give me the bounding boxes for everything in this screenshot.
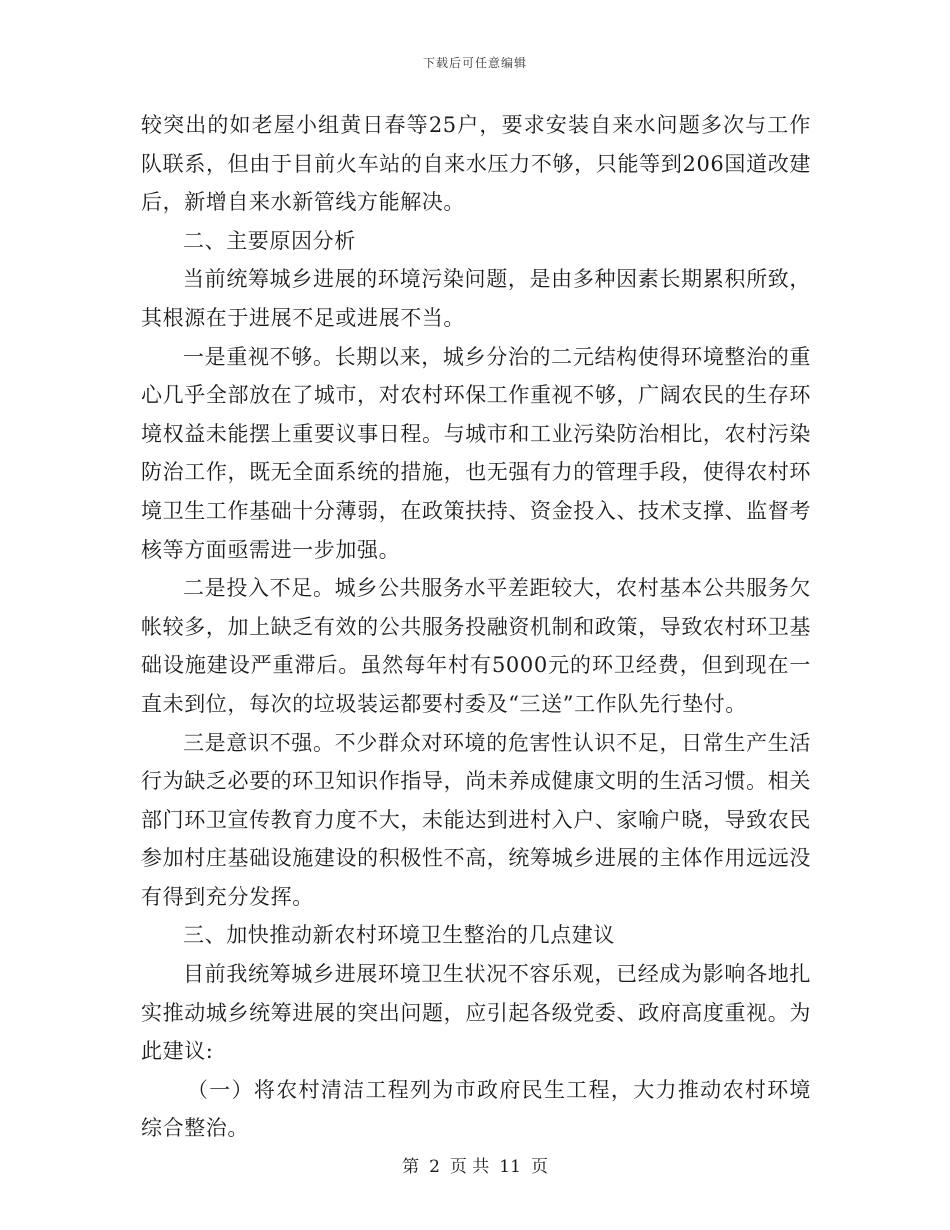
document-body bbox=[141, 106, 811, 1148]
section-heading-suggestions: 三、加快推动新农村环境卫生整治的几点建议 bbox=[183, 923, 615, 948]
paragraph-insufficient-attention: 一是重视不够。长期以来，城乡分治的二元结构使得环境整治的重心几乎全部放在了城市，对农村环保工作重视不够，广阔农民的生存环境权益未能摆上重要议事日程。与城市和工业污染防治相比，农村污染防治工作，既无全面系统的措施，也无强有力的管理手段，使得农村环境卫生工作基础十分薄弱，在政策扶持、资金投入、技术支撑、监督考核等方面亟需进一步加强。 bbox=[141, 344, 811, 562]
paragraph-continuation: 较突出的如老屋小组黄日春等25户，要求安装自来水问题多次与工作队联系，但由于目前火车站的自来水压力不够，只能等到206国道改建后，新增自来水新管线方能解决。 bbox=[141, 113, 811, 215]
page-header: 下载后可任意编辑 bbox=[422, 56, 527, 70]
footer-middle: 页 共 bbox=[449, 1157, 490, 1177]
current-page-number: 2 bbox=[429, 1157, 440, 1177]
footer-suffix: 页 bbox=[530, 1157, 548, 1177]
paragraph-suggestion-one: （一）将农村清洁工程列为市政府民生工程，大力推动农村环境综合整治。 bbox=[141, 1077, 811, 1141]
paragraph-intro-causes: 当前统筹城乡进展的环境污染问题，是由多种因素长期累积所致，其根源在于进展不足或进展不当。 bbox=[141, 267, 811, 330]
total-page-count: 11 bbox=[499, 1157, 521, 1177]
page-footer bbox=[0, 1152, 950, 1177]
paragraph-insufficient-investment: 二是投入不足。城乡公共服务水平差距较大，农村基本公共服务欠帐较多，加上缺乏有效的公共服务投融资机制和政策，导致农村环卫基础设施建设严重滞后。虽然每年村有5000元的环卫经费，但到现在一直未到位，每次的垃圾装运都要村委及“三送”工作队先行垫付。 bbox=[141, 576, 811, 716]
section-heading-cause-analysis: 二、主要原因分析 bbox=[183, 228, 356, 253]
paragraph-suggestions-intro: 目前我统筹城乡进展环境卫生状况不容乐观，已经成为影响各地扎实推动城乡统筹进展的突出问题，应引起各级党委、政府高度重视。为此建议: bbox=[141, 962, 811, 1064]
footer-prefix: 第 bbox=[402, 1157, 420, 1177]
paragraph-weak-awareness: 三是意识不强。不少群众对环境的危害性认识不足，日常生产生活行为缺乏必要的环卫知识作指导，尚未养成健康文明的生活习惯。相关部门环卫宣传教育力度不大，未能达到进村入户、家喻户晓，导致农民参加村庄基础设施建设的积极性不高，统筹城乡进展的主体作用远远没有得到充分发挥。 bbox=[141, 730, 811, 909]
